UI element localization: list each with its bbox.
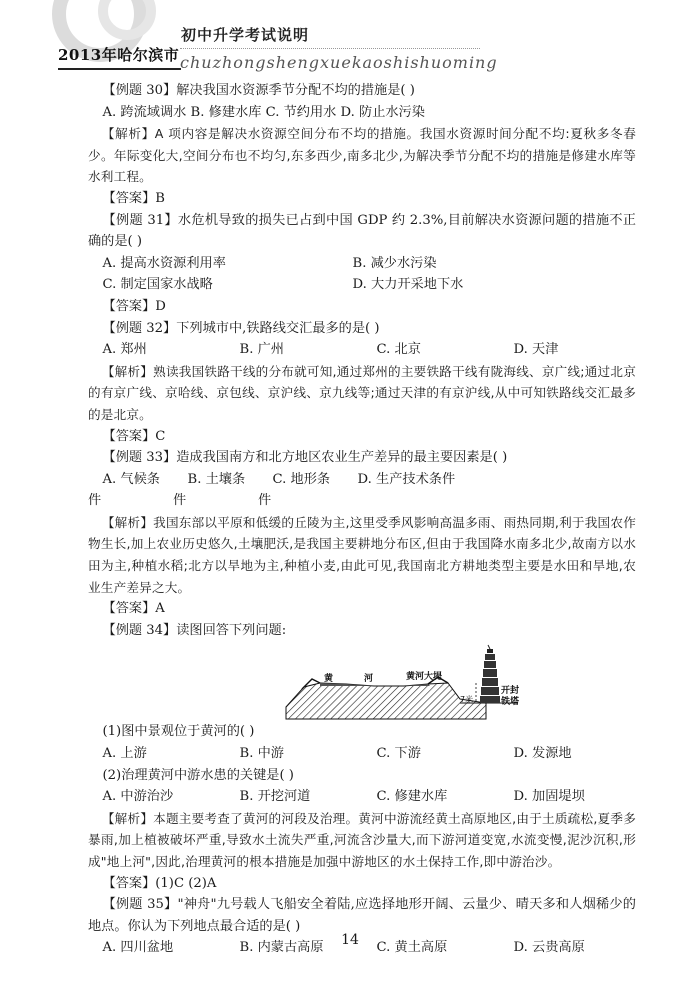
q34-stem: 【例题 34】读图回答下列问题: <box>102 622 287 638</box>
q30-analysis: 【解析】A 项内容是解决水资源空间分布不均的措施。我国水资源时间分配不均:夏秋多冬春少。年际变化大,空间分布也不均匀,东多西少,南多北少,为解决季节分配不均的措施是修建水库等水利工程。 <box>88 126 636 185</box>
header-rule <box>58 68 181 70</box>
q34-analysis: 【解析】本题主要考查了黄河的河段及治理。黄河中游流经黄土高原地区,由于土质疏松,夏季多暴雨,加上植被破坏严重,导致水土流失严重,河流含沙量大,而下游河道变宽,水流变慢,泥沙沉积,形成"地上河",因此,治理黄河的根本措施是加强中游地区的水土保持工作,即中游治沙。 <box>88 810 636 869</box>
q33-option-d: D. 生产技术条件 <box>357 471 456 487</box>
q30-stem: 【例题 30】解决我国水资源季节分配不均的措施是( ) <box>102 83 415 98</box>
q33-option-c: C. 地形条件 <box>258 471 331 509</box>
q33-stem: 【例题 33】造成我国南方和北方地区农业生产差异的最主要因素是( ) <box>102 450 508 466</box>
fig-label-tower: 铁塔 <box>501 697 520 708</box>
q33-analysis: 【解析】我国东部以平原和低缓的丘陵为主,这里受季风影响高温多雨、雨热同期,利于我国农作物生长,加上农业历史悠久,土壤肥沃,是我国主要耕地分布区,但由于我国降水南多北少,故南方以水田为主,种植水稻;北方以旱地为主,种植小麦,由此可见,我国南北方耕地类型主要是水田和旱地,农业生产差异之大。 <box>88 514 636 595</box>
q34-sub2: (2)治理黄河中游水患的关键是( ) <box>102 767 294 783</box>
q32-stem: 【例题 32】下列城市中,铁路线交汇最多的是( ) <box>102 320 380 336</box>
q32-options <box>88 339 636 361</box>
q35-option-a: A. 四川盆地 <box>102 940 174 956</box>
q33-options <box>88 469 636 512</box>
yellow-river-cross-section <box>88 643 636 721</box>
q31-option-a: A. 提高水资源利用率 <box>102 255 226 271</box>
fig-label-river-1: 黄 <box>324 674 334 685</box>
fig-label-height: 7米 <box>460 695 474 705</box>
q31-answer: 【答案】D <box>102 298 166 314</box>
page-number: 14 <box>341 932 359 948</box>
q35-option-c: C. 黄土高原 <box>376 940 448 956</box>
q34-sub1-option-d: D. 发源地 <box>513 746 572 762</box>
q34-sub1: (1)图中景观位于黄河的( ) <box>102 724 255 740</box>
q34-figure <box>88 643 636 721</box>
q34-sub2-option-d: D. 加固堤坝 <box>513 789 585 805</box>
q33-option-b: B. 土壤条件 <box>173 471 246 509</box>
header-divider <box>180 48 480 49</box>
q32-option-a: A. 郑州 <box>102 342 147 358</box>
q33-option-a: A. 气候条件 <box>88 471 160 509</box>
q32-analysis: 【解析】熟读我国铁路干线的分布就可知,通过郑州的主要铁路干线有陇海线、京广线;通过北京的有京广线、京哈线、京包线、京沪线、京九线等;通过天津的有京沪线,从中可知铁路线交汇最多的是北京。 <box>88 363 636 422</box>
q32-answer: 【答案】C <box>102 428 166 444</box>
q31-option-d: D. 大力开采地下水 <box>352 277 464 293</box>
header-title: 初中升学考试说明 <box>181 26 310 44</box>
q34-sub2-options <box>88 786 636 808</box>
q31-options-row2 <box>88 274 636 296</box>
q33-answer: 【答案】A <box>102 601 165 617</box>
q34-sub1-option-c: C. 下游 <box>376 746 421 762</box>
q31-options-row1 <box>88 253 636 275</box>
q34-sub2-option-c: C. 修建水库 <box>376 789 448 805</box>
q35-stem: 【例题 35】"神舟"九号载人飞船安全着陆,应选择地形开阔、云量少、晴天多和人烟稀少的地点。你认为下列地点最合适的是( ) <box>88 897 636 934</box>
q34-answer: 【答案】(1)C (2)A <box>102 875 217 891</box>
q34-sub1-option-a: A. 上游 <box>102 746 147 762</box>
q32-option-c: C. 北京 <box>376 342 421 358</box>
page-content <box>88 80 636 959</box>
q31-stem: 【例题 31】水危机导致的损失已占到中国 GDP 约 2.3%,目前解决水资源问题的措施不正确的是( ) <box>88 212 636 250</box>
q35-option-d: D. 云贵高原 <box>513 940 585 956</box>
q34-sub1-options <box>88 743 636 765</box>
q31-option-c: C. 制定国家水战略 <box>102 277 213 293</box>
fig-label-river-2: 河 <box>364 674 374 685</box>
q30-answer: 【答案】B <box>102 190 165 206</box>
header-pinyin: chuzhongshengxuekaoshishuoming <box>180 53 498 72</box>
fig-label-dike: 黄河大堤 <box>406 672 443 683</box>
kaifeng-iron-tower-icon <box>480 645 500 703</box>
header-year-city: 2013年哈尔滨市 <box>58 46 180 64</box>
q32-option-b: B. 广州 <box>239 342 284 358</box>
q30-options: A. 跨流域调水 B. 修建水库 C. 节约用水 D. 防止水污染 <box>102 104 425 120</box>
q34-sub2-option-a: A. 中游治沙 <box>102 789 174 805</box>
q34-sub2-option-b: B. 开挖河道 <box>239 789 311 805</box>
q32-option-d: D. 天津 <box>513 342 559 358</box>
q34-sub1-option-b: B. 中游 <box>239 746 284 762</box>
q31-option-b: B. 减少水污染 <box>352 255 437 271</box>
fig-label-kaifeng: 开封 <box>501 686 520 697</box>
q35-option-b: B. 内蒙古高原 <box>239 940 324 956</box>
riverbed-ground <box>286 683 486 719</box>
